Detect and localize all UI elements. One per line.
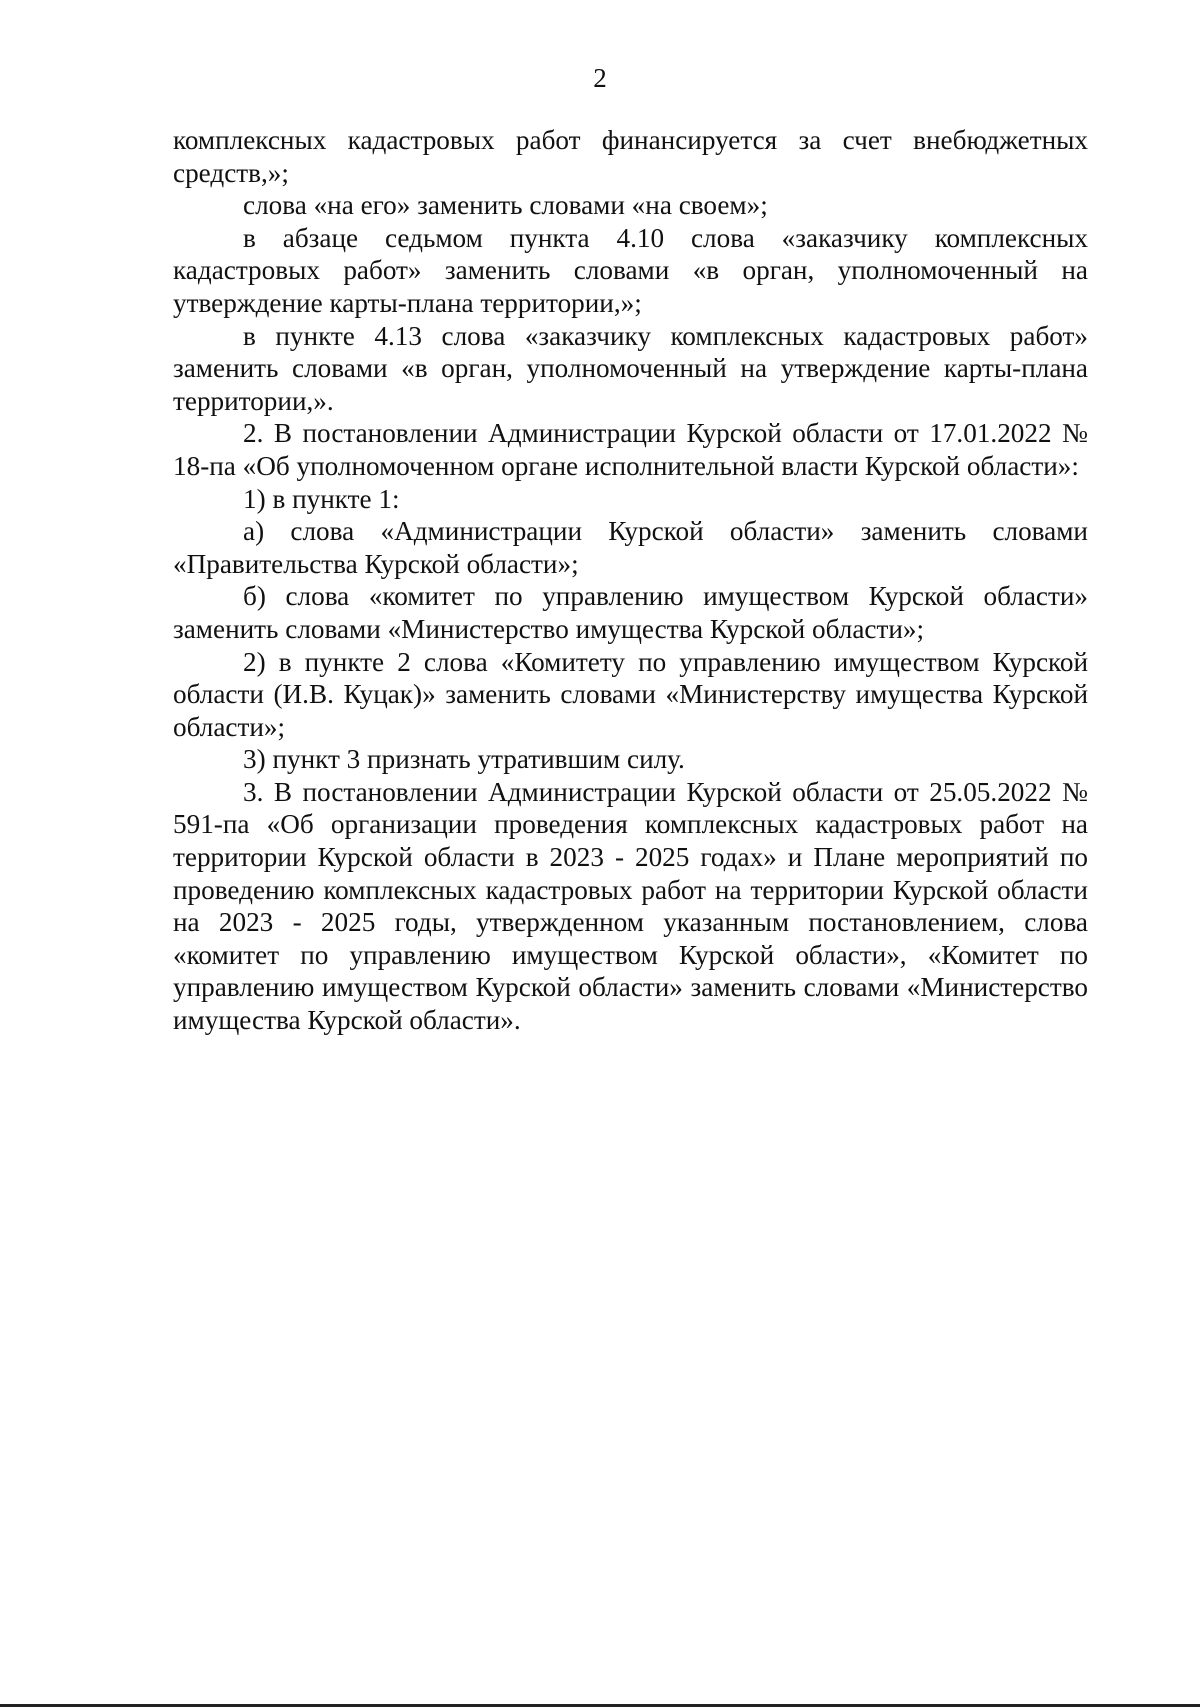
paragraph: б) слова «комитет по управлению имуществом Курской области» заменить словами «Министерство имущества Курской области»; (173, 581, 1088, 644)
paragraph-continuation: комплексных кадастровых работ финансируется за счет внебюджетных средств,»; (173, 125, 1088, 188)
paragraph: в пункте 4.13 слова «заказчику комплексных кадастровых работ» заменить словами «в орган, уполномоченный на утверждение карты-плана территории,». (173, 320, 1088, 416)
paragraph: а) слова «Администрации Курской области» заменить словами «Правительства Курской области»; (173, 516, 1088, 579)
paragraph: 3) пункт 3 признать утратившим силу. (243, 744, 685, 775)
paragraph-section-2: 2. В постановлении Администрации Курской области от 17.01.2022 № 18-па «Об уполномоченном органе исполнительной власти Курской области»: (173, 418, 1088, 481)
paragraph: в абзаце седьмом пункта 4.10 слова «заказчику комплексных кадастровых работ» заменить словами «в орган, уполномоченный на утверждение карты-плана территории,»; (173, 222, 1088, 318)
paragraph-section-3: 3. В постановлении Администрации Курской области от 25.05.2022 № 591-па «Об организации проведения комплексных кадастровых работ на территории Курской области в 2023 - 2025 годах» и Плане мероприятий по проведению комплексных кадастровых работ на территории Курской области на 2023 - 2025 годы, утвержденном указанным постановлением, слова «комитет по управлению имуществом Курской области», «Комитет по управлению имуществом Курской области» заменить словами «Министерство имущества Курской области». (173, 776, 1088, 1036)
paragraph: слова «на его» заменить словами «на своем»; (243, 190, 768, 221)
paragraph: 1) в пункте 1: (243, 483, 400, 514)
paragraph: 2) в пункте 2 слова «Комитету по управлению имуществом Курской области (И.В. Куцак)» заменить словами «Министерству имущества Курской области»; (173, 646, 1088, 742)
document-body (173, 124, 1088, 1037)
page-number: 2 (593, 63, 607, 93)
